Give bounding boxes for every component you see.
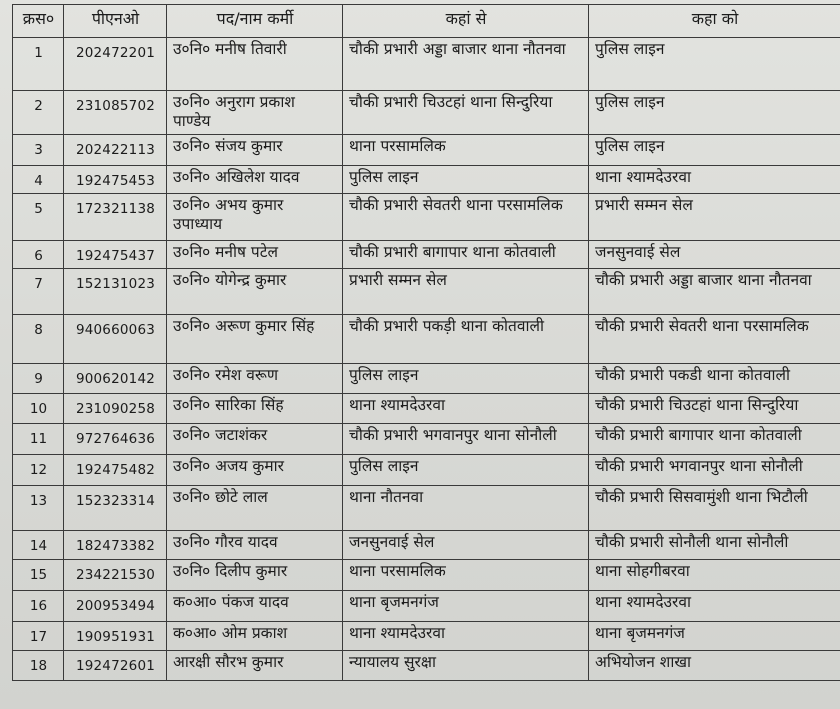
cell-serial: 12 xyxy=(13,455,64,486)
cell-serial: 3 xyxy=(13,135,64,166)
cell-to: चौकी प्रभारी अड्डा बाजार थाना नौतनवा xyxy=(589,269,840,315)
cell-from: पुलिस लाइन xyxy=(343,364,589,394)
table-row xyxy=(13,424,840,455)
cell-to: थाना सोहगीबरवा xyxy=(589,560,840,591)
cell-name: उ०नि० रमेश वरूण xyxy=(167,364,343,394)
cell-to: पुलिस लाइन xyxy=(589,91,840,135)
cell-serial: 8 xyxy=(13,315,64,364)
cell-from: जनसुनवाई सेल xyxy=(343,531,589,560)
cell-from: चौकी प्रभारी बागापार थाना कोतवाली xyxy=(343,241,589,269)
cell-name: क०आ० ओम प्रकाश xyxy=(167,622,343,651)
cell-pno: 202422113 xyxy=(64,135,167,166)
header-serial: क्रस० xyxy=(13,5,64,38)
table-row xyxy=(13,560,840,591)
cell-pno: 152131023 xyxy=(64,269,167,315)
table-row xyxy=(13,486,840,531)
cell-to: थाना श्यामदेउरवा xyxy=(589,591,840,622)
table-row xyxy=(13,166,840,194)
cell-serial: 16 xyxy=(13,591,64,622)
transfer-table xyxy=(12,4,840,681)
cell-name: उ०नि० गौरव यादव xyxy=(167,531,343,560)
header-name: पद/नाम कर्मी xyxy=(167,5,343,38)
cell-serial: 10 xyxy=(13,394,64,424)
cell-from: प्रभारी सम्मन सेल xyxy=(343,269,589,315)
cell-to: चौकी प्रभारी भगवानपुर थाना सोनौली xyxy=(589,455,840,486)
table-row xyxy=(13,91,840,135)
cell-from: थाना श्यामदेउरवा xyxy=(343,394,589,424)
cell-serial: 6 xyxy=(13,241,64,269)
cell-from: चौकी प्रभारी भगवानपुर थाना सोनौली xyxy=(343,424,589,455)
cell-name: उ०नि० मनीष पटेल xyxy=(167,241,343,269)
cell-from: पुलिस लाइन xyxy=(343,455,589,486)
cell-name: उ०नि० अरूण कुमार सिंह xyxy=(167,315,343,364)
header-pno: पीएनओ xyxy=(64,5,167,38)
cell-serial: 15 xyxy=(13,560,64,591)
cell-from: न्यायालय सुरक्षा xyxy=(343,651,589,681)
cell-serial: 7 xyxy=(13,269,64,315)
cell-from: थाना श्यामदेउरवा xyxy=(343,622,589,651)
cell-pno: 192475453 xyxy=(64,166,167,194)
cell-to: चौकी प्रभारी चिउटहां थाना सिन्दुरिया xyxy=(589,394,840,424)
cell-name: उ०नि० मनीष तिवारी xyxy=(167,38,343,91)
cell-to: चौकी प्रभारी सेवतरी थाना परसामलिक xyxy=(589,315,840,364)
cell-from: थाना नौतनवा xyxy=(343,486,589,531)
cell-serial: 18 xyxy=(13,651,64,681)
cell-pno: 200953494 xyxy=(64,591,167,622)
cell-to: चौकी प्रभारी बागापार थाना कोतवाली xyxy=(589,424,840,455)
cell-serial: 17 xyxy=(13,622,64,651)
table-body xyxy=(13,38,840,681)
cell-from: पुलिस लाइन xyxy=(343,166,589,194)
table-row xyxy=(13,455,840,486)
cell-pno: 900620142 xyxy=(64,364,167,394)
header-to: कहा को xyxy=(589,5,840,38)
table-row xyxy=(13,135,840,166)
table-row xyxy=(13,364,840,394)
cell-name: उ०नि० दिलीप कुमार xyxy=(167,560,343,591)
cell-name: क०आ० पंकज यादव xyxy=(167,591,343,622)
table-row xyxy=(13,531,840,560)
cell-pno: 192475437 xyxy=(64,241,167,269)
cell-serial: 9 xyxy=(13,364,64,394)
table-row xyxy=(13,315,840,364)
cell-name: उ०नि० संजय कुमार xyxy=(167,135,343,166)
cell-name: उ०नि० सारिका सिंह xyxy=(167,394,343,424)
cell-name: आरक्षी सौरभ कुमार xyxy=(167,651,343,681)
cell-from: चौकी प्रभारी पकड़ी थाना कोतवाली xyxy=(343,315,589,364)
table-row xyxy=(13,622,840,651)
cell-to: प्रभारी सम्मन सेल xyxy=(589,194,840,241)
cell-name: उ०नि० अजय कुमार xyxy=(167,455,343,486)
cell-to: थाना बृजमनगंज xyxy=(589,622,840,651)
table-row xyxy=(13,651,840,681)
table-row xyxy=(13,241,840,269)
cell-serial: 5 xyxy=(13,194,64,241)
table-row xyxy=(13,38,840,91)
cell-from: चौकी प्रभारी चिउटहां थाना सिन्दुरिया xyxy=(343,91,589,135)
cell-name: उ०नि० अनुराग प्रकाश पाण्डेय xyxy=(167,91,343,135)
cell-name: उ०नि० छोटे लाल xyxy=(167,486,343,531)
cell-serial: 13 xyxy=(13,486,64,531)
cell-name: उ०नि० अखिलेश यादव xyxy=(167,166,343,194)
cell-pno: 190951931 xyxy=(64,622,167,651)
table-row xyxy=(13,269,840,315)
cell-serial: 14 xyxy=(13,531,64,560)
cell-serial: 4 xyxy=(13,166,64,194)
table-row xyxy=(13,394,840,424)
cell-from: थाना बृजमनगंज xyxy=(343,591,589,622)
cell-pno: 940660063 xyxy=(64,315,167,364)
cell-pno: 972764636 xyxy=(64,424,167,455)
cell-to: चौकी प्रभारी सिसवामुंशी थाना भिटौली xyxy=(589,486,840,531)
cell-to: पुलिस लाइन xyxy=(589,135,840,166)
cell-pno: 231085702 xyxy=(64,91,167,135)
table-row xyxy=(13,591,840,622)
cell-to: अभियोजन शाखा xyxy=(589,651,840,681)
cell-pno: 192472601 xyxy=(64,651,167,681)
cell-from: थाना परसामलिक xyxy=(343,135,589,166)
cell-from: चौकी प्रभारी अड्डा बाजार थाना नौतनवा xyxy=(343,38,589,91)
cell-pno: 172321138 xyxy=(64,194,167,241)
cell-pno: 231090258 xyxy=(64,394,167,424)
cell-from: चौकी प्रभारी सेवतरी थाना परसामलिक xyxy=(343,194,589,241)
cell-to: पुलिस लाइन xyxy=(589,38,840,91)
cell-to: चौकी प्रभारी सोनौली थाना सोनौली xyxy=(589,531,840,560)
cell-name: उ०नि० अभय कुमार उपाध्याय xyxy=(167,194,343,241)
cell-serial: 2 xyxy=(13,91,64,135)
cell-name: उ०नि० जटाशंकर xyxy=(167,424,343,455)
cell-serial: 1 xyxy=(13,38,64,91)
table-header-row xyxy=(13,5,840,38)
cell-to: चौकी प्रभारी पकडी थाना कोतवाली xyxy=(589,364,840,394)
cell-pno: 234221530 xyxy=(64,560,167,591)
header-from: कहां से xyxy=(343,5,589,38)
cell-to: जनसुनवाई सेल xyxy=(589,241,840,269)
cell-pno: 152323314 xyxy=(64,486,167,531)
cell-pno: 182473382 xyxy=(64,531,167,560)
cell-serial: 11 xyxy=(13,424,64,455)
table-row xyxy=(13,194,840,241)
cell-to: थाना श्यामदेउरवा xyxy=(589,166,840,194)
cell-pno: 202472201 xyxy=(64,38,167,91)
cell-name: उ०नि० योगेन्द्र कुमार xyxy=(167,269,343,315)
cell-pno: 192475482 xyxy=(64,455,167,486)
cell-from: थाना परसामलिक xyxy=(343,560,589,591)
